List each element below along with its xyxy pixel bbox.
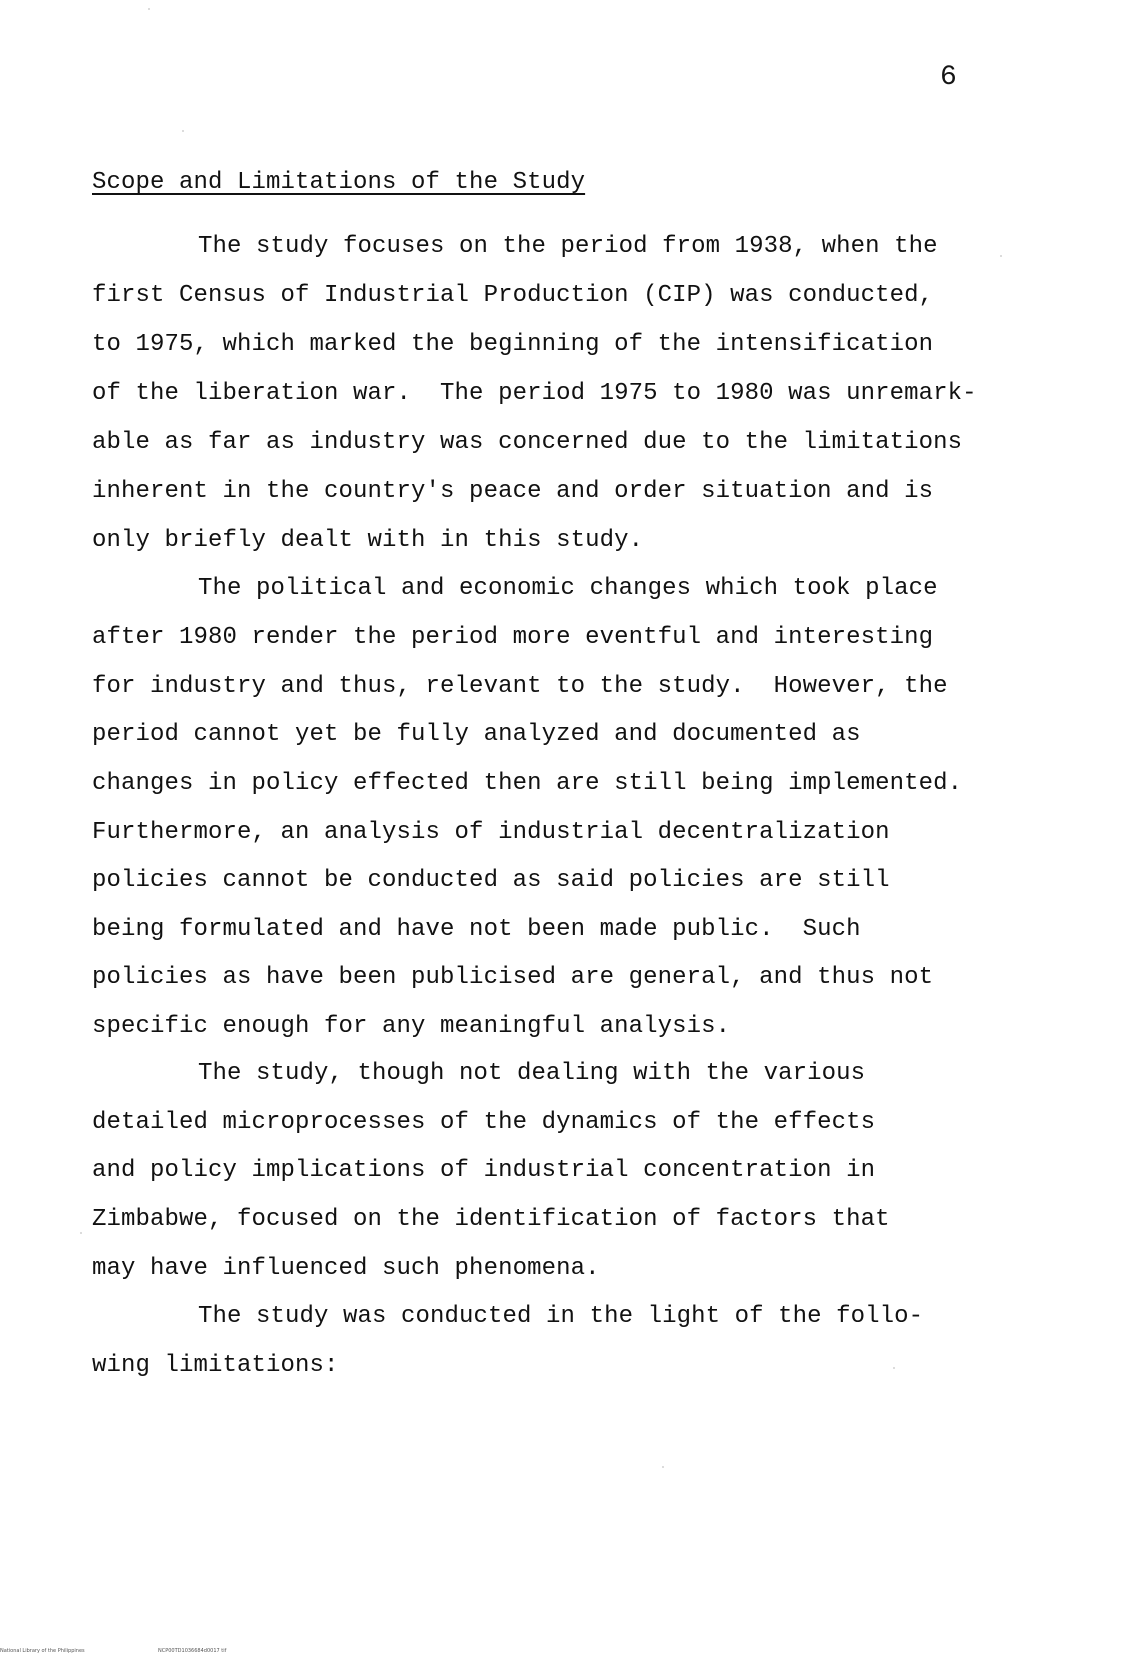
scan-speck bbox=[148, 8, 150, 10]
text-line: policies as have been publicised are general, and thus not bbox=[92, 964, 934, 991]
text-line: first Census of Industrial Production (CIP) was conducted, bbox=[92, 282, 934, 309]
scan-speck bbox=[80, 1232, 82, 1234]
text-line: Furthermore, an analysis of industrial decentralization bbox=[92, 819, 890, 846]
text-line: being formulated and have not been made public. Such bbox=[92, 916, 861, 943]
footer-code: NCP00TD1036684d0017 tif bbox=[158, 1648, 227, 1654]
text-line: wing limitations: bbox=[92, 1352, 339, 1379]
text-line: and policy implications of industrial concentration in bbox=[92, 1157, 876, 1184]
text-line: may have influenced such phenomena. bbox=[92, 1255, 600, 1282]
scan-speck bbox=[1000, 255, 1002, 257]
scan-speck bbox=[893, 1367, 895, 1369]
page-number: 6 bbox=[940, 62, 957, 93]
footer-note: National Library of the Philippines bbox=[0, 1648, 85, 1654]
scan-speck bbox=[662, 1466, 664, 1468]
text-line: period cannot yet be fully analyzed and documented as bbox=[92, 721, 861, 748]
text-line: detailed microprocesses of the dynamics of the effects bbox=[92, 1109, 876, 1136]
text-line: changes in policy effected then are still being implemented. bbox=[92, 770, 963, 797]
text-line: policies cannot be conducted as said policies are still bbox=[92, 867, 890, 894]
text-line: The study focuses on the period from 1938, when the bbox=[198, 233, 938, 260]
text-line: for industry and thus, relevant to the study. However, the bbox=[92, 673, 948, 700]
text-line: Zimbabwe, focused on the identification of factors that bbox=[92, 1206, 890, 1233]
section-heading: Scope and Limitations of the Study bbox=[92, 169, 586, 196]
text-line: The political and economic changes which took place bbox=[198, 575, 938, 602]
text-line: to 1975, which marked the beginning of the intensification bbox=[92, 331, 934, 358]
scan-speck bbox=[182, 130, 184, 132]
text-line: specific enough for any meaningful analysis. bbox=[92, 1013, 731, 1040]
text-line: of the liberation war. The period 1975 to 1980 was unremark- bbox=[92, 380, 977, 407]
text-line: able as far as industry was concerned due to the limitations bbox=[92, 429, 963, 456]
text-line: inherent in the country's peace and order situation and is bbox=[92, 478, 934, 505]
text-line: after 1980 render the period more eventful and interesting bbox=[92, 624, 934, 651]
text-line: only briefly dealt with in this study. bbox=[92, 527, 644, 554]
text-line: The study was conducted in the light of the follo- bbox=[198, 1303, 924, 1330]
text-line: The study, though not dealing with the various bbox=[198, 1060, 866, 1087]
